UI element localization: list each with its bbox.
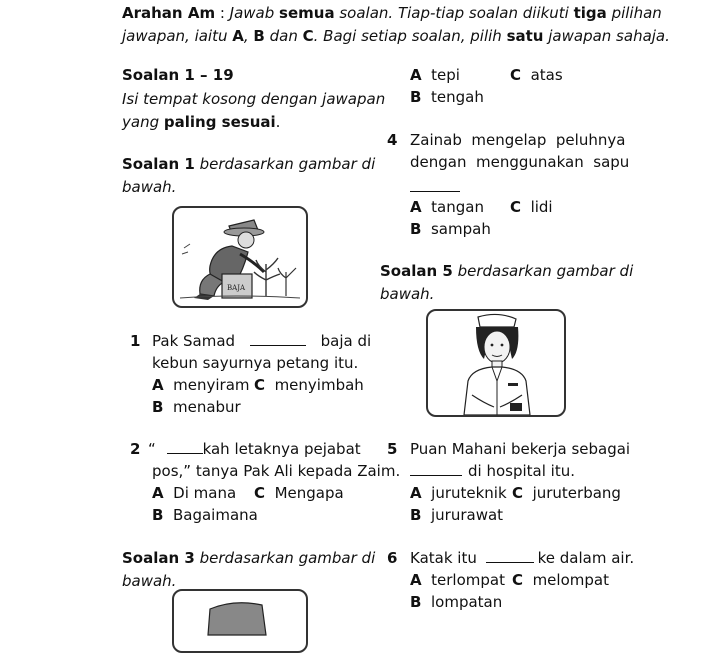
q5-intro-line-1: Soalan 5 berdasarkan gambar di [380,262,634,280]
q5-number: 5 [387,440,398,458]
q2-option-c[interactable]: C Mengapa [254,484,344,502]
nurse-picture [426,309,566,417]
q5-blank [410,475,462,476]
q4-line-2: dengan menggunakan sapu [410,153,630,171]
q2-option-a[interactable]: A Di mana [152,484,237,502]
gardener-illustration [174,208,306,306]
q5-option-b[interactable]: B jururawat [410,506,504,524]
q2-line-2: pos,” tanya Pak Ali kepada Zaim. [152,462,401,480]
q5-option-c[interactable]: C juruterbang [512,484,621,502]
q3-picture [172,589,308,653]
section-desc-line-2: yang paling sesuai. [122,113,281,131]
q1-option-a[interactable]: A menyiram [152,376,250,394]
q3-option-b[interactable]: B tengah [410,88,484,106]
q6-option-b[interactable]: B lompatan [410,593,503,611]
q2-option-b[interactable]: B Bagaimana [152,506,258,524]
q3-illustration [174,591,306,651]
q1-intro-line-1: Soalan 1 berdasarkan gambar di [122,155,376,173]
q4-option-c[interactable]: C lidi [510,198,553,216]
q4-blank [410,178,460,196]
q5-intro-line-2: bawah. [380,285,435,303]
q1-number: 1 [130,332,141,350]
instructions-label: Arahan Am [122,4,216,22]
q1-option-b[interactable]: B menabur [152,398,241,416]
section-title-1-19: Soalan 1 – 19 [122,66,234,84]
q1-blank [250,345,306,346]
q3-intro-line-1: Soalan 3 berdasarkan gambar di [122,549,376,567]
q1-line-2: kebun sayurnya petang itu. [152,354,359,372]
q4-option-b[interactable]: B sampah [410,220,491,238]
q5-line-1: Puan Mahani bekerja sebagai [410,440,631,458]
q1-option-c[interactable]: C menyimbah [254,376,364,394]
q6-option-a[interactable]: A terlompat [410,571,505,589]
q3-option-c[interactable]: C atas [510,66,563,84]
nurse-illustration [428,311,564,415]
baja-bag-label: BAJA [227,284,246,292]
q2-number: 2 [130,440,141,458]
q2-line-1: “ kah letaknya pejabat [148,440,361,458]
q1-line-1: Pak Samad baja di [152,332,372,350]
section-desc-line-1: Isi tempat kosong dengan jawapan [122,90,386,108]
q6-number: 6 [387,549,398,567]
q6-blank [486,562,534,563]
q6-option-c[interactable]: C melompat [512,571,609,589]
instructions-line-2: jawapan, iaitu A, B dan C. Bagi setiap soalan, pilih satu jawapan sahaja. [122,27,670,45]
q5-line-2: di hospital itu. [410,462,575,480]
q3-option-a[interactable]: A tepi [410,66,460,84]
q4-number: 4 [387,131,398,149]
q2-blank [167,453,203,454]
gardener-picture [172,206,308,308]
q4-option-a[interactable]: A tangan [410,198,484,216]
instructions-line-1: Arahan Am : Jawab semua soalan. Tiap-tiap soalan diikuti tiga pilihan [122,4,662,22]
q5-option-a[interactable]: A juruteknik [410,484,507,502]
q4-line-1: Zainab mengelap peluhnya [410,131,626,149]
q6-line-1: Katak itu ke dalam air. [410,549,635,567]
q3-intro-line-2: bawah. [122,572,177,590]
q1-intro-line-2: bawah. [122,178,177,196]
